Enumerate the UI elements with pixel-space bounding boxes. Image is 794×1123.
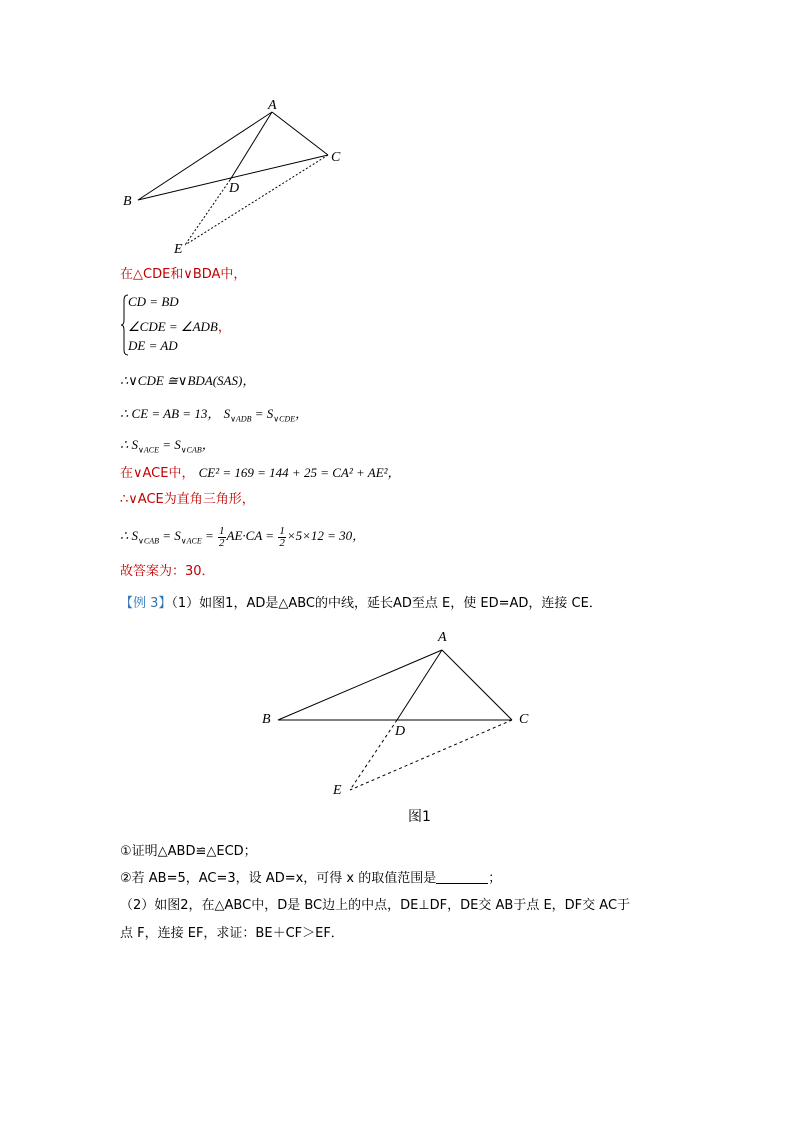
line4-part-a: ∴ S — [120, 437, 139, 452]
fraction-2-den: 2 — [279, 536, 285, 549]
line7-mid: AE·CA = — [226, 528, 278, 543]
fig1-segment-ab — [278, 650, 442, 720]
line4-sub2: ∨CAB — [180, 445, 202, 455]
line3-part-a: ∴ CE = AB = 13， — [120, 406, 221, 421]
system-eq-3: DE = AD — [128, 338, 178, 353]
fig1-segment-ce — [350, 720, 512, 790]
line7-sub2: ∨ACE — [180, 536, 202, 546]
fraction-2-num: 1 — [279, 524, 285, 537]
solution-line-2: ∴∨CDE ≅∨BDA(SAS)， — [120, 373, 256, 388]
segment-ab — [138, 112, 272, 200]
solution-line-5 — [120, 464, 401, 483]
fraction-1-den: 2 — [219, 536, 225, 549]
line4-sub1: ∨ACE — [138, 445, 159, 455]
label-c: C — [331, 150, 341, 165]
example-tag: 【例 3】 — [120, 596, 172, 611]
figure-caption: 图1 — [408, 809, 431, 825]
system-eq-2-text: ∠CDE = ∠ADB — [128, 319, 218, 334]
answer-line: 故答案为：30． — [120, 564, 215, 579]
line5-part-b: CE² = 169 = 144 + 25 = CA² + AE²， — [198, 465, 401, 480]
example-intro-text: （1）如图1，AD是△ABC的中线，延长AD至点 E，使 ED=AD，连接 CE． — [171, 596, 602, 611]
figure-top — [110, 95, 360, 260]
fraction-1 — [218, 526, 226, 549]
solution-line-7: ∴ $S_{\vee CAB} = S_{\vee ACE}$ = $\frac{1}{2}$ AE·CA = $\frac{1}{2}$ ×5×12 = 30， — [120, 524, 366, 549]
fig1-label-c: C — [519, 712, 529, 727]
line3-s1: S — [223, 406, 231, 421]
line3-eq: = S — [251, 406, 274, 421]
fraction-1-num: 1 — [219, 524, 225, 537]
label-d: D — [229, 181, 240, 196]
line7-end: ×5×12 = 30， — [286, 528, 366, 543]
segment-de — [185, 180, 230, 245]
line3-sub1: ∨ADB — [230, 414, 252, 424]
solution-line-1: 在△CDE和∨BDA中， — [120, 267, 247, 282]
fig1-segment-ad — [397, 650, 442, 720]
part2-line-1: （2）如图2，在△ABC中，D是 BC边上的中点，DE⊥DF，DE交 AB于点 E，DF交 AC于 — [120, 898, 631, 913]
line7-eq1: = S — [159, 528, 181, 543]
line5-part-a: 在∨ACE中， — [120, 466, 195, 481]
fraction-2 — [278, 526, 286, 549]
system-eq-2-comma: ， — [217, 320, 231, 335]
line7-sub1: ∨CAB — [138, 536, 159, 546]
line3-sub2: ∨CDE — [273, 414, 296, 424]
question-2-text: ②若 AB=5，AC=3，设 AD=x，可得 x 的取值范围是 — [120, 871, 437, 886]
segment-ce — [185, 155, 328, 245]
solution-line-4 — [120, 436, 215, 460]
solution-line-6: ∴∨ACE为直角三角形， — [120, 492, 255, 507]
system-eq-1: CD = BD — [128, 294, 179, 309]
segment-ac — [272, 112, 328, 155]
part2-line-2: 点 F，连接 EF，求证：BE＋CF＞EF． — [120, 926, 344, 941]
label-e: E — [174, 242, 183, 257]
line3-end: ， — [295, 406, 309, 421]
system-eq-2 — [128, 316, 231, 335]
answer-blank[interactable] — [436, 871, 488, 884]
fig1-label-a: A — [438, 630, 447, 645]
line4-eq: = S — [159, 437, 181, 452]
fig1-label-e: E — [333, 783, 342, 798]
fig1-label-d: D — [395, 724, 406, 739]
solution-line-3 — [120, 405, 308, 429]
example-intro — [120, 595, 602, 613]
question-2 — [120, 870, 501, 888]
fig1-label-b: B — [262, 712, 271, 727]
line7-part-a: ∴ S — [120, 528, 139, 543]
question-1: ①证明△ABD≌△ECD； — [120, 844, 257, 859]
question-2-end: ； — [488, 871, 502, 886]
label-b: B — [123, 194, 132, 209]
fig1-segment-ac — [442, 650, 512, 720]
figure-1 — [270, 640, 520, 800]
label-a: A — [268, 98, 277, 113]
line4-end: ， — [201, 437, 215, 452]
